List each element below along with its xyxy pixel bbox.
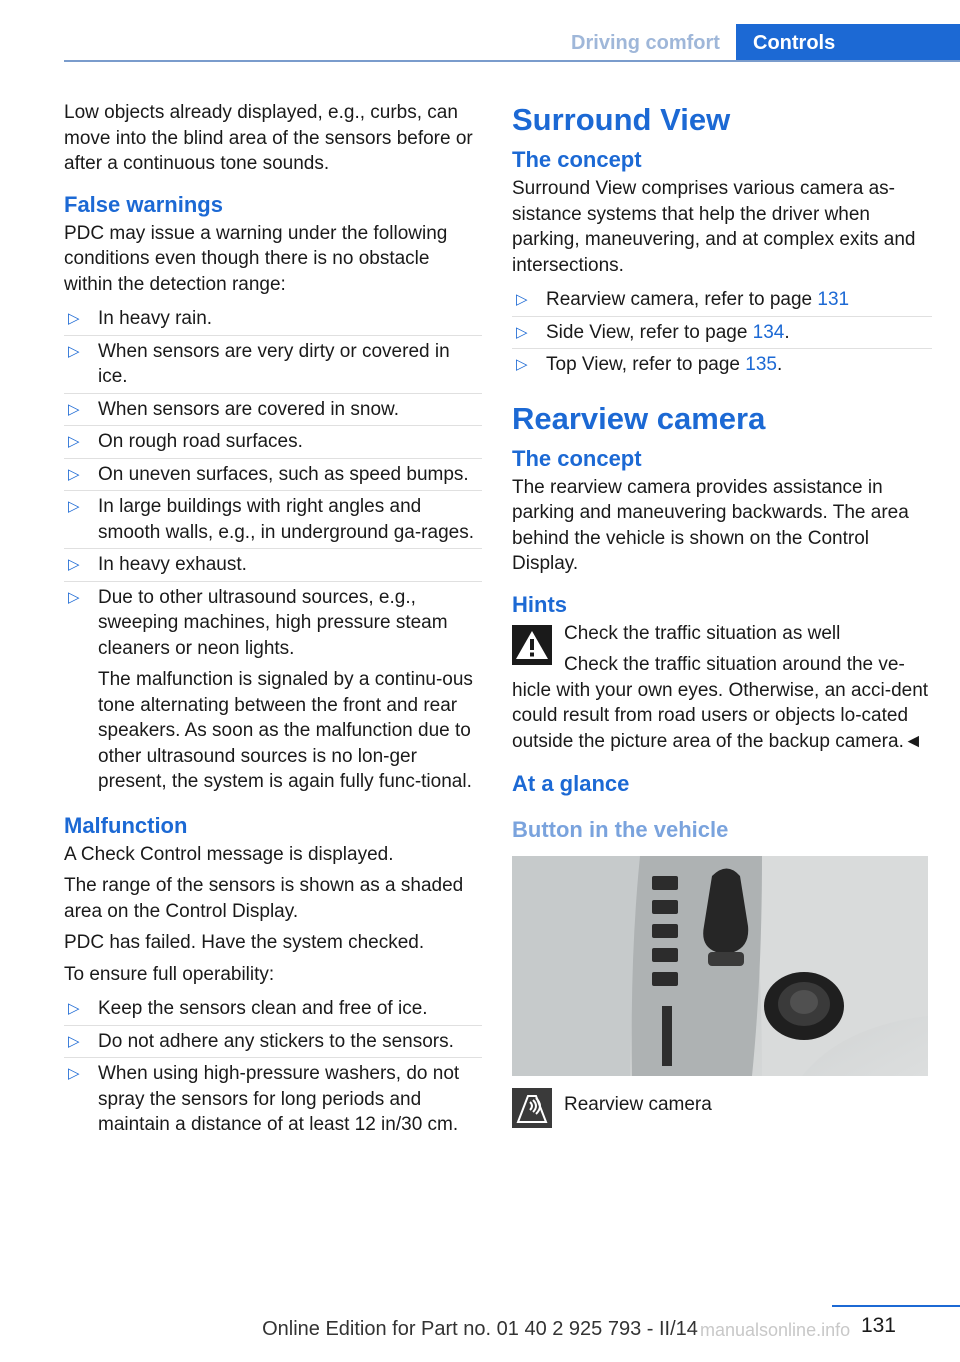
at-a-glance-heading: At a glance	[512, 771, 630, 796]
page-link-134[interactable]: 134	[752, 321, 785, 343]
false-warnings-text: PDC may issue a warning under the following conditions even though there is no obstacle within the detection range:	[64, 222, 448, 295]
list-item: ▷ Keep the sensors clean and free of ice.	[64, 993, 482, 1026]
intro-paragraph: Low objects already displayed, e.g., curbs, can move into the blind area of the sensors before or after a continuous tone sounds.	[64, 102, 473, 174]
malfunction-heading: Malfunction	[64, 812, 188, 838]
right-column	[512, 100, 932, 1132]
bullet-triangle-icon: ▷	[68, 588, 80, 606]
bullet-triangle-icon: ▷	[516, 356, 528, 373]
rearview-camera-title: Rearview camera	[512, 400, 766, 436]
malfunction-list	[64, 993, 482, 1141]
list-item: ▷ In heavy rain.	[64, 303, 482, 336]
list-item: ▷ When sensors are very dirty or covered in ice.	[64, 336, 482, 394]
surround-view-list	[512, 284, 932, 381]
bullet-triangle-icon: ▷	[68, 556, 80, 573]
bullet-triangle-icon: ▷	[68, 433, 80, 450]
surround-concept-text: Surround View comprises various camera as‐sistance systems that help the driver when parking, maneuvering, and at complex exits and intersections.	[512, 178, 916, 276]
rearview-camera-button-label: Rearview camera	[564, 1094, 712, 1115]
button-in-vehicle-heading: Button in the vehicle	[512, 817, 729, 842]
rearview-concept-heading: The concept	[512, 445, 642, 471]
list-item: ▷ In heavy exhaust.	[64, 549, 482, 582]
list-item: ▷ Side View, refer to page 134.	[512, 317, 932, 350]
list-item: ▷ Do not adhere any stickers to the sensors.	[64, 1026, 482, 1059]
false-warnings-list	[64, 303, 482, 798]
bullet-triangle-icon: ▷	[68, 400, 80, 418]
list-item: ▷ When sensors are covered in snow.	[64, 394, 482, 427]
surround-view-title: Surround View	[512, 102, 731, 137]
page-number: 131	[860, 1314, 896, 1337]
rearview-camera-button-row	[512, 1088, 932, 1132]
list-item: ▷ When using high-pressure washers, do not spray the sensors for long periods and maintain a distance of at least 12 in/30 cm.	[68, 1063, 460, 1135]
malfunction-p4: To ensure full operability:	[64, 963, 275, 985]
header-chapter-tab: Controls	[736, 24, 960, 62]
surround-concept-heading: The concept	[512, 147, 642, 172]
warning-block	[512, 621, 932, 755]
bullet-triangle-icon: ▷	[68, 1065, 80, 1082]
warning-title: Check the traffic situation as well	[564, 622, 841, 644]
list-item: ▷ On rough road surfaces.	[64, 426, 482, 459]
page-number-rule	[832, 1305, 960, 1307]
bullet-triangle-icon: ▷	[68, 465, 80, 483]
hints-heading: Hints	[512, 591, 567, 617]
bullet-triangle-icon: ▷	[516, 291, 528, 308]
malfunction-p1: A Check Control message is displayed.	[64, 843, 394, 865]
malfunction-p3: PDC has failed. Have the system checked.	[64, 932, 425, 953]
list-item-note: The malfunction is signaled by a continu‐ous tone alternating between the front and rear speakers. As soon as the malfunction due to other ultrasound sources is no lon‐ger present, the system is again fully func‐tional.	[98, 669, 473, 792]
bullet-triangle-icon: ▷	[516, 323, 528, 341]
list-item: ▷ On uneven surfaces, such as speed bumps.	[64, 459, 482, 492]
header-divider	[64, 60, 960, 62]
page-link-131[interactable]: 131	[817, 289, 850, 310]
page-link-135[interactable]: 135	[745, 354, 777, 375]
bullet-triangle-icon: ▷	[68, 310, 80, 327]
bullet-triangle-icon: ▷	[68, 342, 80, 360]
list-item: ▷ Top View, refer to page 135.	[512, 349, 932, 381]
rearview-camera-button-icon	[512, 1088, 552, 1128]
list-item: ▷ Rearview camera, refer to page 131	[512, 284, 932, 317]
header-section-title: Driving comfort	[571, 32, 720, 54]
left-column	[64, 100, 482, 1147]
false-warnings-heading: False warnings	[64, 191, 223, 217]
rearview-concept-text: The rearview camera provides assistance in parking and maneuvering backwards. The area behind the vehicle is shown on the Control Display.	[512, 476, 909, 574]
center-console-photo	[512, 856, 928, 1076]
warning-triangle-icon	[512, 625, 552, 665]
warning-text: Check the traffic situation around the ve‐hicle with your own eyes. Otherwise, an acci‐dent could result from road users or objects lo‐cated outside the picture area of the backup camera.◄	[512, 654, 929, 752]
bullet-triangle-icon: ▷	[68, 1000, 80, 1017]
watermark: manualsonline.info	[700, 1320, 851, 1340]
list-item: ▷ In large buildings with right angles and smooth walls, e.g., in underground ga‐rages.	[64, 491, 482, 549]
bullet-triangle-icon: ▷	[68, 498, 80, 515]
list-item: ▷ Due to other ultrasound sources, e.g., sweeping machines, high pressure steam cleaners or neon lights. The malfunction is signaled by a continu‐ous tone alternating between the front and rear speakers. As soon as the malfunction due to other ultrasound sources is no lon‐ger present, the system is again fully func‐tional.	[64, 582, 482, 798]
edition-footer: Online Edition for Part no. 01 40 2 925 793 - II/14	[262, 1318, 698, 1340]
malfunction-p2: The range of the sensors is shown as a shaded area on the Control Display.	[64, 875, 464, 922]
bullet-triangle-icon: ▷	[68, 1032, 80, 1050]
